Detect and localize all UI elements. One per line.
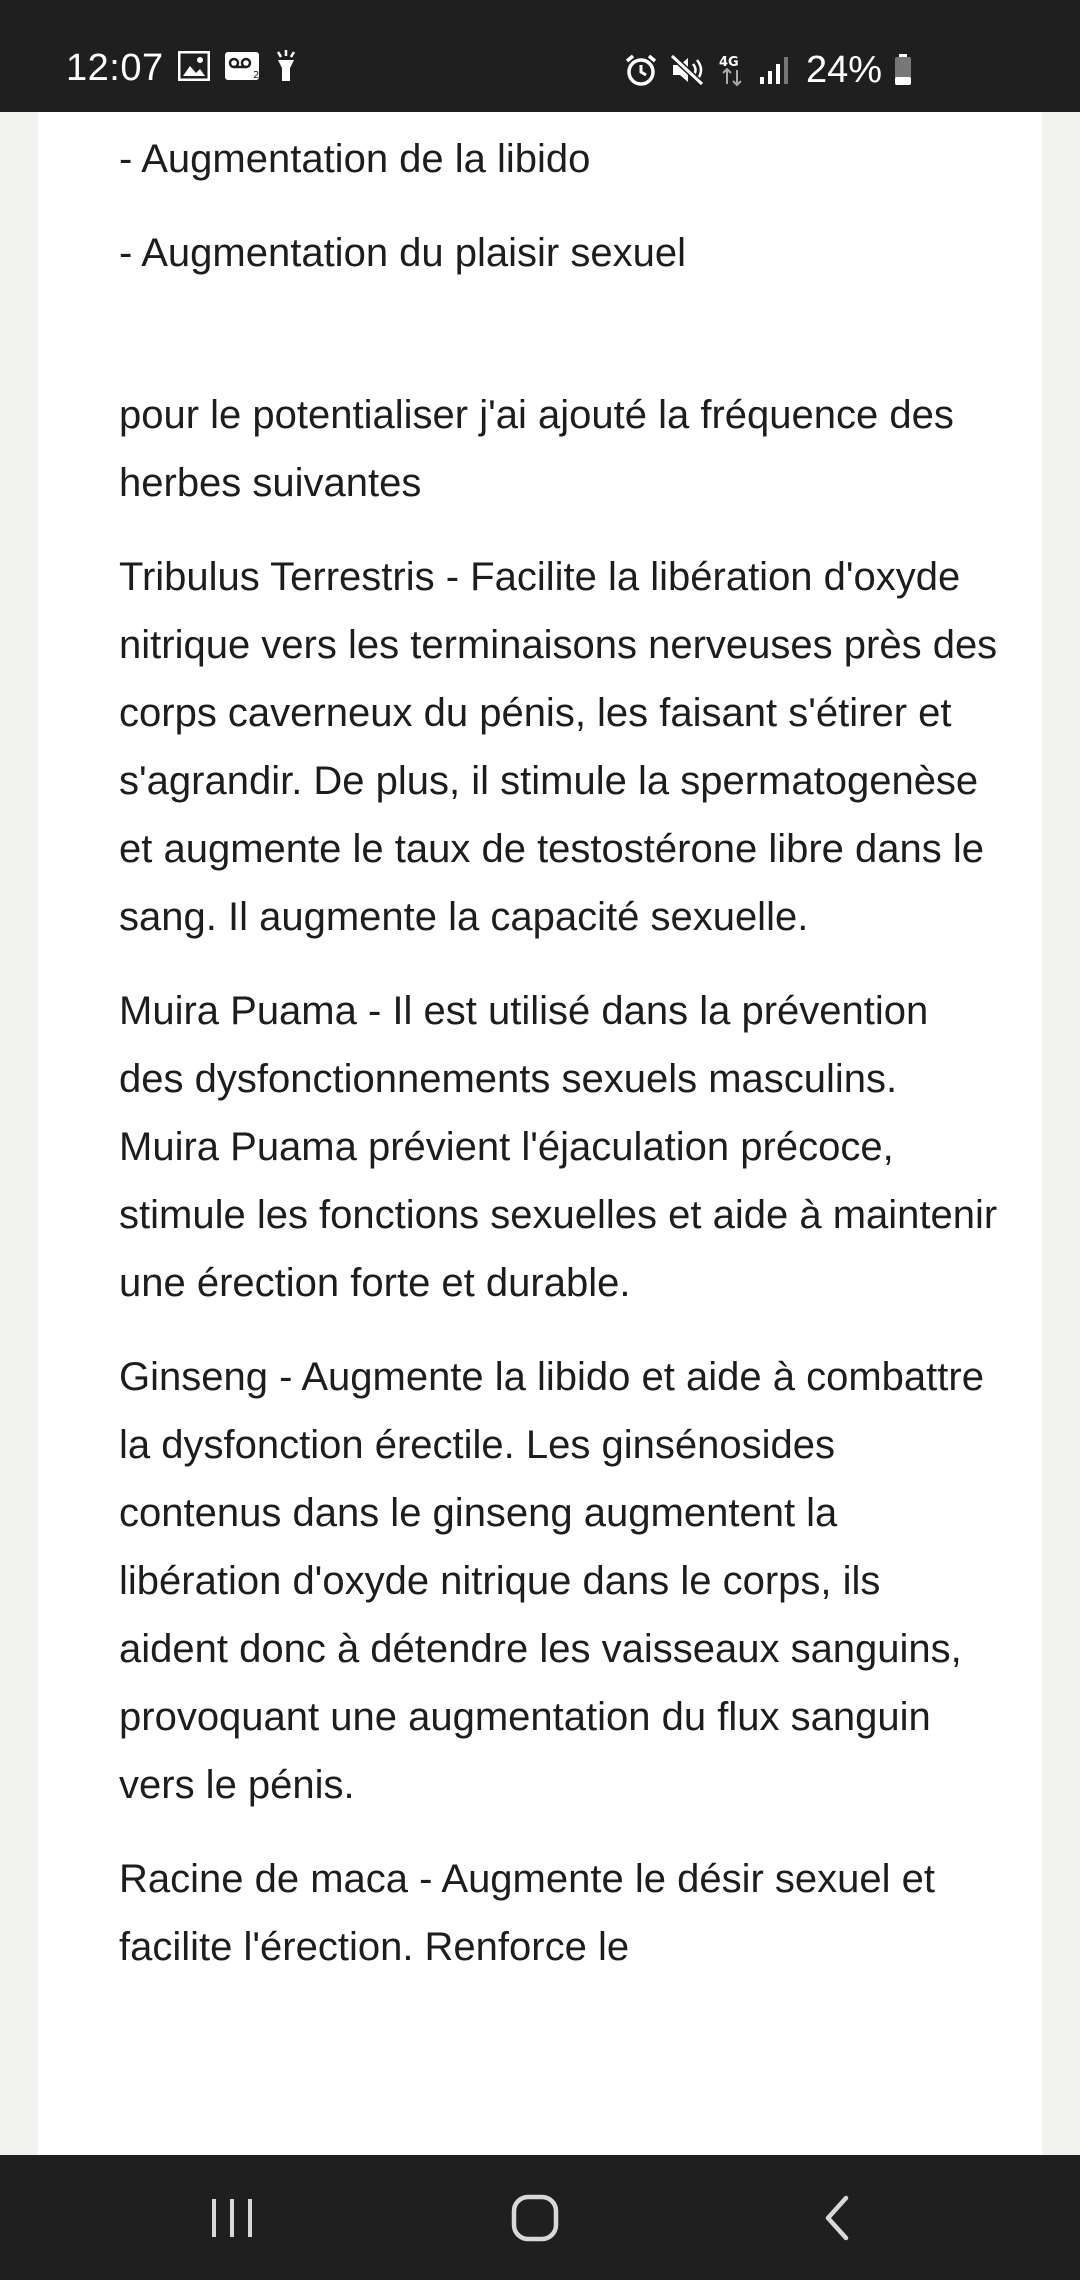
navigation-bar [0, 2155, 1080, 2280]
back-button[interactable] [797, 2185, 877, 2251]
article-body [119, 112, 999, 1981]
bullet-item: - Augmentation de la libido [119, 137, 591, 181]
article-page[interactable] [38, 112, 1042, 2155]
voicemail-icon [224, 51, 260, 81]
home-button[interactable] [495, 2185, 575, 2251]
battery-percent: 24% [806, 49, 883, 91]
paragraph-ginseng: Ginseng - Augmente la libido et aide à combattre la dysfonction érectile. Les ginsénosides contenus dans le ginseng augmentent la libération d'oxyde nitrique dans le corps, ils aident donc à détendre les vaisseaux sanguins, provoquant une augmentation du flux sanguin vers le pénis. [119, 1355, 984, 1807]
mute-icon [670, 54, 706, 86]
status-left-icons [178, 50, 298, 82]
status-right-icons [624, 48, 912, 92]
4g-icon [718, 53, 746, 87]
paragraph-maca: Racine de maca - Augmente le désir sexuel et facilite l'érection. Renforce le [119, 1857, 935, 1969]
recent-apps-icon [209, 2197, 255, 2239]
signal-icon [758, 55, 788, 85]
svg-text:2: 2 [253, 70, 260, 81]
alarm-icon [624, 53, 658, 87]
gallery-icon [178, 51, 210, 81]
paragraph-intro: pour le potentialiser j'ai ajouté la fréquence des herbes suivantes [119, 393, 954, 505]
battery-icon [894, 54, 912, 86]
recent-apps-button[interactable] [192, 2185, 272, 2251]
status-bar [0, 0, 1080, 112]
status-time: 12:07 [66, 47, 164, 89]
bullet-item: - Augmentation du plaisir sexuel [119, 231, 686, 275]
paragraph-muira-puama: Muira Puama - Il est utilisé dans la prévention des dysfonctionnements sexuels masculins. Muira Puama prévient l'éjaculation précoce, stimule les fonctions sexuelles et aide à maintenir une érection forte et durable. [119, 989, 998, 1305]
back-icon [820, 2194, 854, 2242]
svg-text:4G: 4G [719, 55, 739, 70]
paragraph-tribulus: Tribulus Terrestris - Facilite la libération d'oxyde nitrique vers les terminaisons nerveuses près des corps caverneux du pénis, les faisant s'étirer et s'agrandir. De plus, il stimule la spermatogenèse et augmente le taux de testostérone libre dans le sang. Il augmente la capacité sexuelle. [119, 555, 998, 939]
flashlight-icon [274, 50, 298, 82]
home-icon [510, 2193, 560, 2243]
